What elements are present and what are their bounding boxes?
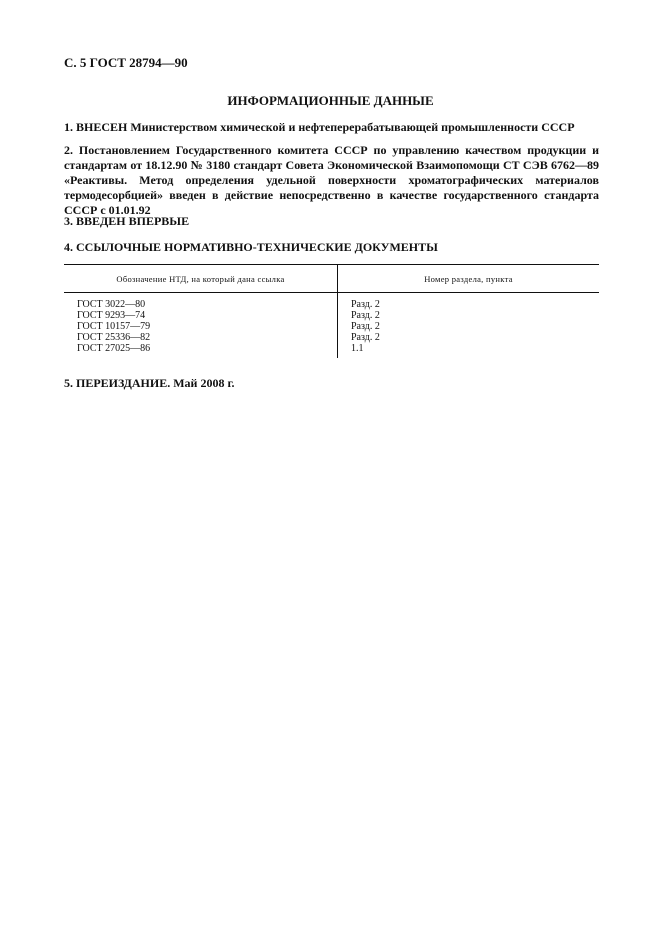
header-ntd-designation: Обозначение НТД, на который дана ссылка xyxy=(64,265,338,293)
section-number: Разд. 2 xyxy=(351,332,380,343)
section-1-text: 1. ВНЕСЕН Министерством химической и нефтеперерабатывающей промышленности СССР xyxy=(64,120,575,134)
table-row xyxy=(64,293,599,359)
page-header: С. 5 ГОСТ 28794—90 xyxy=(64,55,188,70)
header-section-number: Номер раздела, пункта xyxy=(338,265,600,293)
section-number-cell xyxy=(338,293,600,359)
section-number: Разд. 2 xyxy=(351,310,380,321)
section-1 xyxy=(64,120,599,135)
section-2 xyxy=(64,143,599,218)
ntd-designation-cell xyxy=(64,293,338,359)
section-number: Разд. 2 xyxy=(351,299,380,310)
ntd-designation: ГОСТ 25336—82 xyxy=(77,332,151,343)
reference-table xyxy=(64,264,599,358)
section-5 xyxy=(64,376,599,391)
section-3 xyxy=(64,214,599,229)
ntd-designation: ГОСТ 10157—79 xyxy=(77,321,151,332)
section-2-text: 2. Постановлением Государственного комитета СССР по управлению качеством продукции и стандартам от 18.12.90 № 3180 стандарт Совета Экономической Взаимопомощи СТ СЭВ 6762—89 «Реактивы. Метод определения удельной поверхности хроматографических материалов термодесорбцией» введен в действие непосредственно в качестве государственного стандарта СССР с 01.01.92 xyxy=(64,143,599,217)
ntd-designation: ГОСТ 27025—86 xyxy=(77,343,151,354)
table-header-row xyxy=(64,265,599,293)
section-4 xyxy=(64,240,599,255)
ntd-designation: ГОСТ 9293—74 xyxy=(77,310,146,321)
ntd-designation: ГОСТ 3022—80 xyxy=(77,299,146,310)
document-title: ИНФОРМАЦИОННЫЕ ДАННЫЕ xyxy=(227,93,434,108)
section-5-text: 5. ПЕРЕИЗДАНИЕ. Май 2008 г. xyxy=(64,376,235,390)
section-number: Разд. 2 xyxy=(351,321,380,332)
section-number: 1.1 xyxy=(351,343,364,354)
section-4-text: 4. ССЫЛОЧНЫЕ НОРМАТИВНО-ТЕХНИЧЕСКИЕ ДОКУМЕНТЫ xyxy=(64,240,438,254)
section-3-text: 3. ВВЕДЕН ВПЕРВЫЕ xyxy=(64,214,190,228)
